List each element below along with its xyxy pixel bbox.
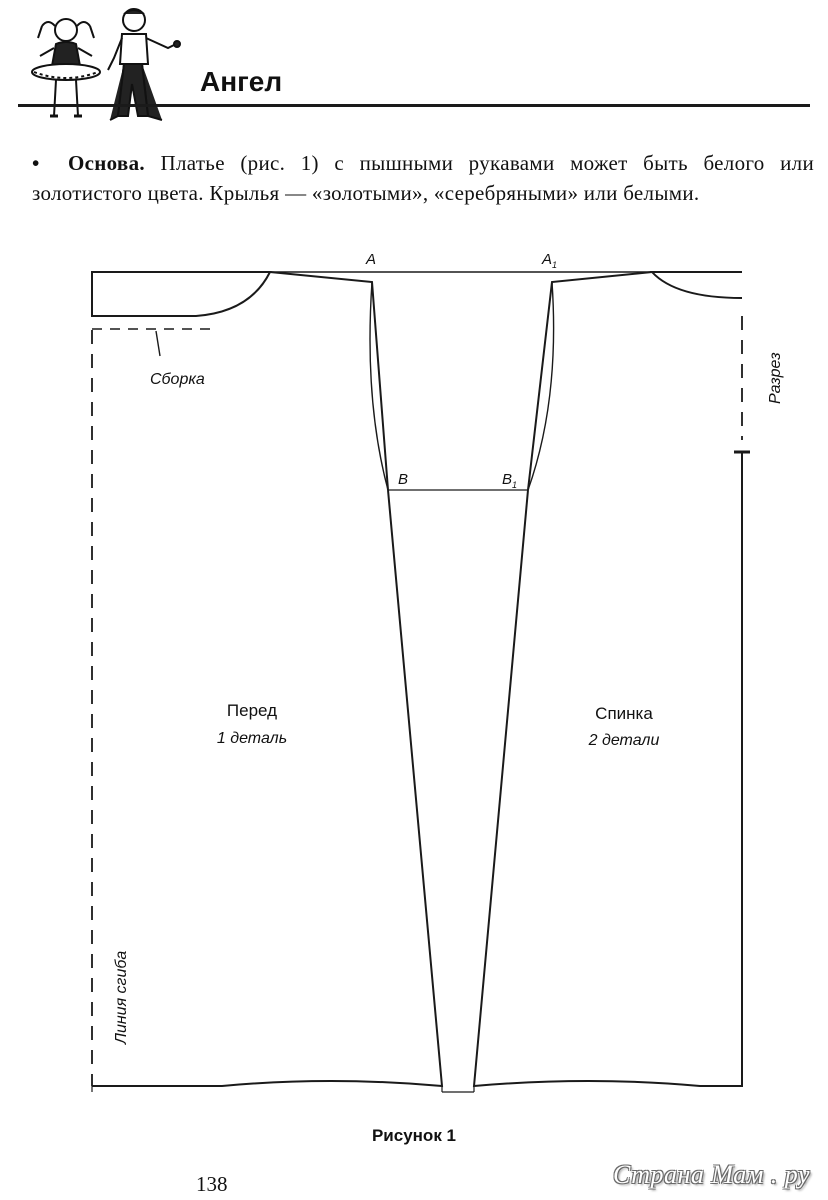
back-top-edge bbox=[652, 272, 742, 298]
point-a1-label: $A_1$ bbox=[542, 251, 558, 270]
intro-paragraph bbox=[32, 148, 814, 208]
back-side-seam bbox=[474, 452, 742, 1086]
gather-label: Сборка bbox=[150, 371, 205, 388]
intro-lead: Основа. bbox=[68, 151, 145, 175]
header-divider bbox=[18, 104, 810, 107]
back-count: 2 детали bbox=[588, 732, 660, 749]
slit-label: Разрез bbox=[767, 352, 784, 404]
point-b-label: B bbox=[398, 471, 409, 488]
bullet: • bbox=[32, 151, 40, 175]
intro-text: Платье (рис. 1) с пышными рукавами может быть белого или золотистого цвета. Крылья — «золотыми», «серебряными» или белыми. bbox=[32, 151, 814, 205]
chapter-title: Ангел bbox=[200, 66, 283, 97]
point-b1-label: $B_1$ bbox=[502, 471, 518, 490]
front-count: 1 деталь bbox=[216, 730, 288, 747]
girl-figure bbox=[32, 19, 100, 116]
watermark: Страна Мам . ру bbox=[613, 1160, 810, 1189]
page-number: 138 bbox=[196, 1172, 228, 1196]
point-a-label: A bbox=[366, 251, 377, 268]
front-title: Перед bbox=[226, 701, 278, 720]
dress-pattern-diagram bbox=[0, 240, 828, 1120]
fold-line-label: Линия сгиба bbox=[113, 950, 130, 1044]
front-side-seam bbox=[92, 490, 442, 1086]
children-illustration bbox=[18, 4, 188, 128]
back-title: Спинка bbox=[595, 704, 653, 723]
front-piece-outline bbox=[92, 272, 270, 316]
figure-caption: Рисунок 1 bbox=[371, 1126, 457, 1145]
